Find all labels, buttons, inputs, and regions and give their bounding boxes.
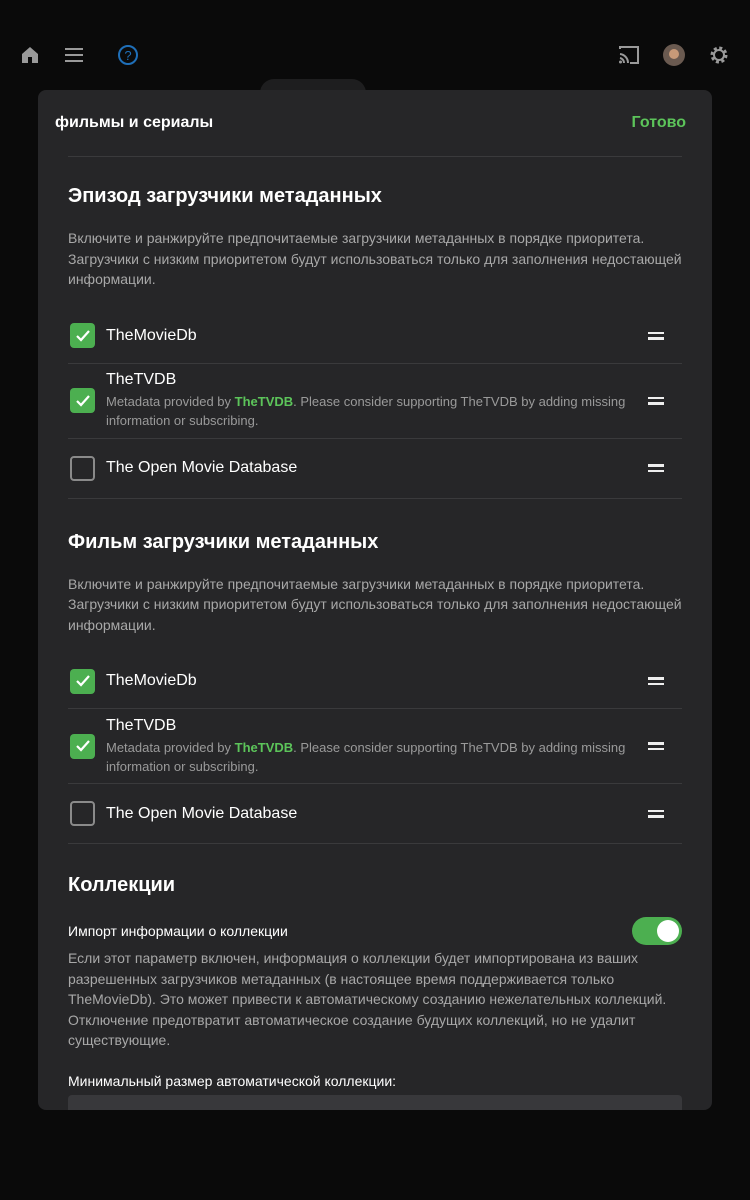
drag-handle-icon[interactable] xyxy=(648,332,664,340)
note-text: Metadata provided by xyxy=(106,394,235,409)
provider-name: The Open Movie Database xyxy=(106,459,298,476)
provider-list xyxy=(68,309,682,499)
provider-note xyxy=(106,738,648,776)
note-text: Metadata provided by xyxy=(106,739,235,755)
done-button[interactable]: Готово xyxy=(631,114,686,131)
provider-checkbox[interactable] xyxy=(70,734,95,759)
cast-icon[interactable] xyxy=(617,43,641,67)
dialog-title: фильмы и сериалы xyxy=(55,114,214,131)
provider-name: TheTVDB xyxy=(106,371,177,388)
import-collection-toggle[interactable] xyxy=(632,917,682,945)
provider-row xyxy=(68,784,682,844)
provider-list xyxy=(68,654,682,844)
provider-row xyxy=(68,439,682,499)
provider-name: TheMovieDb xyxy=(106,326,197,344)
drag-handle-icon[interactable] xyxy=(648,464,664,472)
section-description: Включите и ранжируйте предпочитаемые загрузчики метаданных в порядке приоритета. Загрузчики с низким приоритетом будут использоваться только для заполнения недостающей информации. xyxy=(68,230,682,287)
settings-icon[interactable] xyxy=(707,43,731,67)
provider-checkbox[interactable] xyxy=(70,388,95,413)
import-collection-description: Если этот параметр включен, информация о коллекции будет импортирована из ваших разрешенных загрузчиков метаданных (в настоящее время поддерживается только TheMovieDb). Это может привести к автоматическому созданию нежелательных коллекций. Отключение предотвратит автоматическое создание будущих коллекций, но не удалит существующие. xyxy=(68,950,667,1048)
provider-name: TheTVDB xyxy=(106,716,177,734)
drag-handle-icon[interactable] xyxy=(648,397,664,405)
svg-text:?: ? xyxy=(124,48,132,63)
help-icon[interactable] xyxy=(116,43,140,67)
home-icon[interactable] xyxy=(18,43,42,67)
provider-name: The Open Movie Database xyxy=(106,804,298,822)
provider-row xyxy=(68,709,682,784)
drag-handle-icon[interactable] xyxy=(648,810,664,818)
drag-handle-icon[interactable] xyxy=(648,677,664,685)
collections-heading: Коллекции xyxy=(68,874,176,896)
import-collection-label: Импорт информации о коллекции xyxy=(68,923,288,939)
check-icon xyxy=(75,674,91,688)
check-icon xyxy=(75,394,91,408)
section-heading: Фильм загрузчики метаданных xyxy=(68,530,379,553)
thetvdb-link[interactable]: TheTVDB xyxy=(234,394,294,409)
divider xyxy=(68,156,682,157)
provider-checkbox[interactable] xyxy=(70,456,95,481)
avatar[interactable] xyxy=(662,43,686,67)
settings-dialog xyxy=(38,90,712,1110)
min-collection-size-input[interactable] xyxy=(68,1095,682,1111)
provider-checkbox[interactable] xyxy=(70,669,95,694)
provider-row xyxy=(68,654,682,709)
provider-row xyxy=(68,309,682,364)
note-text: . Please consider supporting TheTVDB by adding missing information or subscribing. xyxy=(106,739,626,774)
provider-name: TheMovieDb xyxy=(106,672,197,689)
check-icon xyxy=(75,739,91,753)
note-text: . Please consider supporting TheTVDB by adding missing information or subscribing. xyxy=(106,394,626,428)
menu-icon[interactable] xyxy=(63,43,87,67)
dialog-content xyxy=(38,156,712,1110)
thetvdb-link[interactable]: TheTVDB xyxy=(234,739,294,755)
section-heading: Эпизод загрузчики метаданных xyxy=(68,185,382,207)
drag-handle-icon[interactable] xyxy=(648,742,664,750)
min-collection-size-label: Минимальный размер автоматической коллекции: xyxy=(68,1072,397,1089)
provider-checkbox[interactable] xyxy=(70,323,95,348)
check-icon xyxy=(75,329,91,343)
provider-row xyxy=(68,364,682,439)
provider-note xyxy=(106,392,648,430)
provider-checkbox[interactable] xyxy=(70,801,95,826)
section-description: Включите и ранжируйте предпочитаемые загрузчики метаданных в порядке приоритета. Загрузчики с низким приоритетом будут использоваться только для заполнения недостающей информации. xyxy=(68,575,682,633)
dialog-header xyxy=(38,90,712,156)
